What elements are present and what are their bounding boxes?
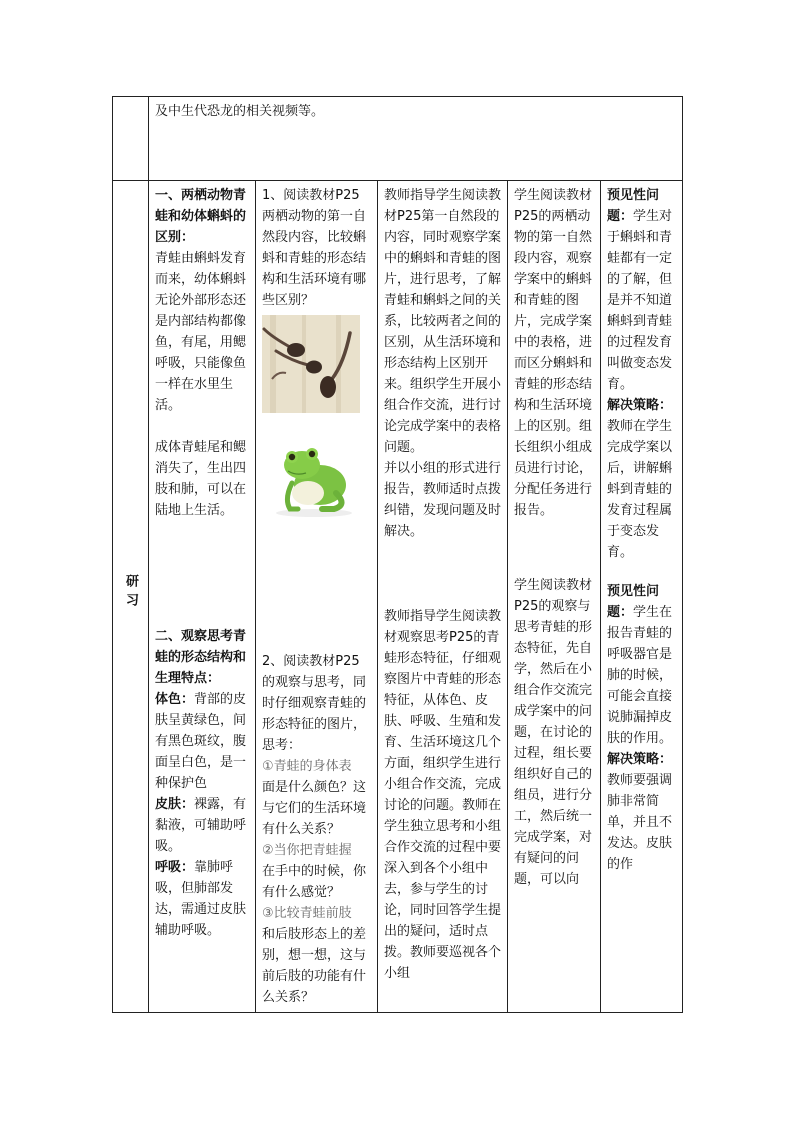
section1-student: 学生阅读教材P25的两栖动物的第一自然段内容，观察学案中的蝌蚪和青蛙的图片，完成学案中的表格，进而区分蝌蚪和青蛙的形态结构和生活环境上的区别。组长组织小组成员进行讨论，分配任务进行报告。	[514, 188, 593, 518]
task-question-3-rest: 和后肢形态上的差别，想一想，这与前后肢的功能有什么关系？	[262, 927, 367, 1005]
section2-notes	[607, 581, 676, 749]
skin-text: 裸露，有黏液，可辅助呼吸。	[155, 797, 247, 854]
research-row	[113, 181, 683, 1013]
breath-text: 靠肺呼吸，但肺部发达，需通过皮肤辅助呼吸。	[155, 860, 247, 938]
stage-cell-empty	[113, 97, 149, 181]
top-row-text: 及中生代恐龙的相关视频等。	[149, 97, 683, 181]
section1-title: 一、两栖动物青蛙和幼体蝌蚪的区别：	[155, 188, 247, 245]
notes-column	[601, 181, 683, 1013]
stage-label-cell	[113, 181, 149, 1013]
frog-image	[262, 423, 360, 521]
section1-strategy	[607, 395, 676, 563]
predict-label-1: 预见性问题：	[607, 188, 660, 224]
section1-teacher-para1: 教师指导学生阅读教材P25第一自然段的内容，同时观察学案中的蝌蚪和青蛙的图片，进行思考，了解青蛙和蝌蚪之间的关系，比较两者之间的区别，从生活环境和形态结构上区别开来。组织学生开展小组合作交流，进行讨论完成学案中的表格问题。	[384, 188, 502, 455]
student-column	[508, 181, 601, 1013]
section1-para2: 成体青蛙尾和鳃消失了，生出四肢和肺，可以在陆地上生活。	[155, 440, 247, 518]
task-question-2-rest: 在手中的时候，你有什么感觉？	[262, 864, 367, 900]
task-question-2-mark: ②当你把青蛙握	[262, 843, 352, 858]
strategy-label-2: 解决策略：	[607, 752, 673, 767]
stage-label: 研习	[123, 574, 138, 612]
breath-label: 呼吸：	[155, 860, 195, 875]
skin-label: 皮肤：	[155, 797, 195, 812]
strategy-text-1: 教师在学生完成学案以后，讲解蝌蚪到青蛙的发育过程属于变态发育。	[607, 419, 673, 560]
lesson-plan-table	[112, 96, 683, 1013]
section2-color	[155, 689, 249, 794]
task-question-1-rest: 面是什么颜色？这与它们的生活环境有什么关系？	[262, 780, 367, 837]
top-row	[113, 97, 683, 181]
section2-teacher: 教师指导学生阅读教材观察思考P25的青蛙形态特征，仔细观察图片中青蛙的形态特征，从体色、皮肤、呼吸、生殖和发育、生活环境这几个方面，组织学生进行小组合作交流，完成讨论的问题。教师在学生独立思考和小组合作交流的过程中要深入到各个小组中去，参与学生的讨论，同时回答学生提出的疑问，适时点拨。教师要巡视各个小组	[384, 609, 502, 981]
section1-task: 1、阅读教材P25两栖动物的第一自然段内容，比较蝌蚪和青蛙的形态结构和生活环境有哪些区别？	[262, 188, 367, 308]
predict-label-2: 预见性问题：	[607, 584, 660, 620]
task-question-3-mark: ③比较青蛙前肢	[262, 906, 352, 921]
task-column	[256, 181, 378, 1013]
predict-text-1: 学生对于蝌蚪和青蛙都有一定的了解，但是并不知道蝌蚪到青蛙的过程发育叫做变态发育。	[607, 209, 673, 392]
color-label: 体色：	[155, 692, 195, 707]
section1-teacher-para2: 并以小组的形式进行报告，教师适时点拨纠错，发现问题及时解决。	[384, 461, 502, 539]
predict-text-2: 学生在报告青蛙的呼吸器官是肺的时候，可能会直接说肺漏掉皮肤的作用。	[607, 605, 673, 746]
section1-notes	[607, 185, 676, 395]
task-question-1-mark: ①青蛙的身体表	[262, 759, 352, 774]
strategy-text-2: 教师要强调肺非常简单，并且不发达。皮肤的作	[607, 773, 673, 872]
section2-skin	[155, 794, 249, 857]
section1-para1: 青蛙由蝌蚪发育而来，幼体蝌蚪无论外部形态还是内部结构都像鱼，有尾，用鳃呼吸，只能像鱼一样在水里生活。	[155, 251, 247, 413]
content-column	[149, 181, 256, 1013]
section2-title: 二、观察思考青蛙的形态结构和生理特点：	[155, 629, 247, 686]
teacher-column	[378, 181, 508, 1013]
section2-strategy	[607, 749, 676, 875]
strategy-label-1: 解决策略：	[607, 398, 673, 413]
section2-task-intro: 2、阅读教材P25的观察与思考，同时仔细观察青蛙的形态特征的图片，思考：	[262, 654, 367, 753]
tadpole-image	[262, 315, 360, 413]
section2-student: 学生阅读教材P25的观察与思考青蛙的形态特征，先自学，然后在小组合作交流完成学案中的问题，在讨论的过程，组长要组织好自己的组员，进行分工，然后统一完成学案，对有疑问的问题，可以向	[514, 578, 593, 887]
section2-breath	[155, 857, 249, 941]
color-text: 背部的皮肤呈黄绿色，间有黑色斑纹，腹面呈白色，是一种保护色	[155, 692, 247, 791]
